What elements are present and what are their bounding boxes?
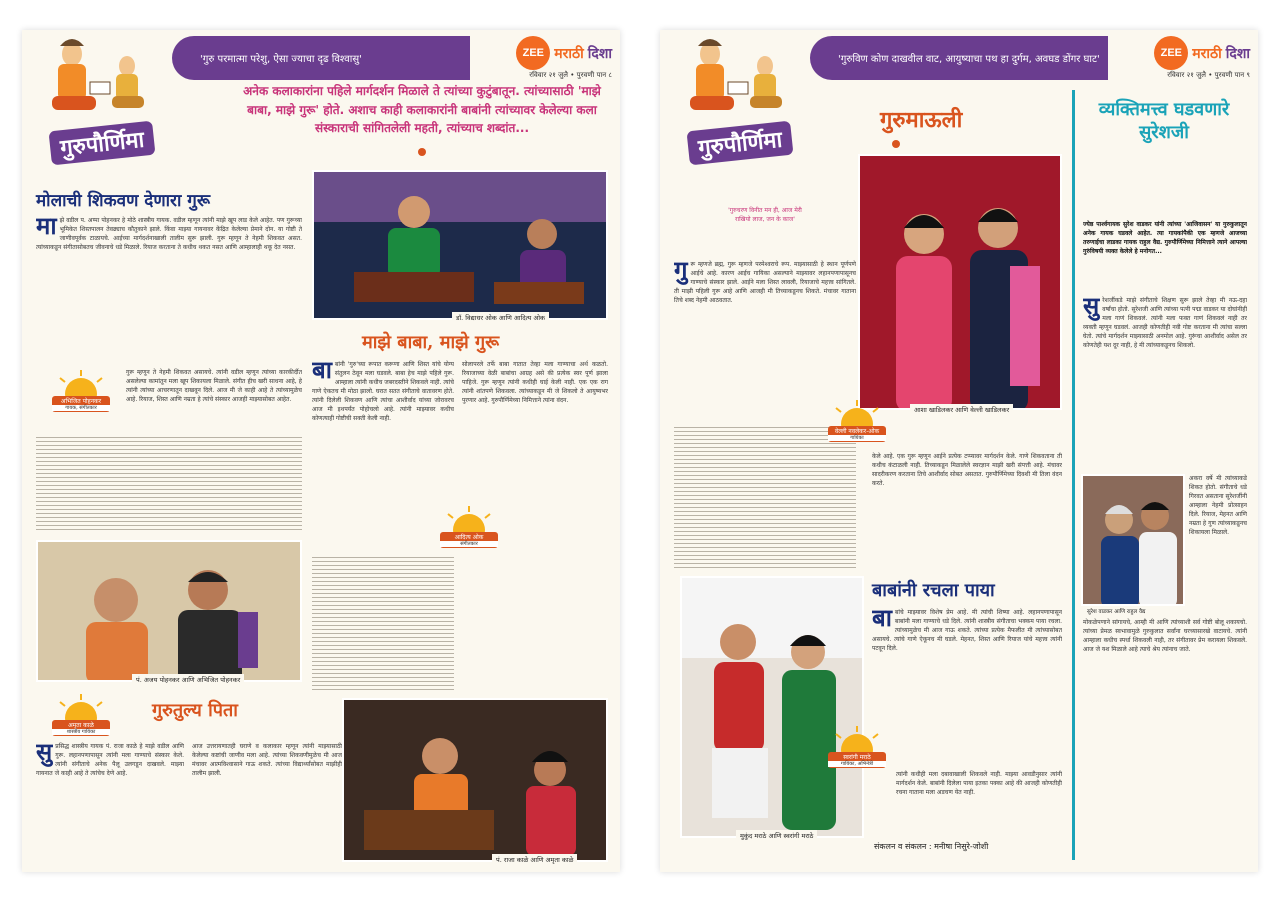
author-badge [820,726,894,774]
article-body: बाबांनी 'गुरु'च्या रूपात करूणा आणि शिस्त यांचे योग्य संतुलन ठेवून मला घडवले. बाबा हेच माझे पहिले गुरू. आम्हाला त्यांनी कधीच जबरदस्तीने शिकवले नाही. त्यांचे गाणे ऐकतच मी मोठा झालो. घरात सतत संगीताचे वातावरण होते. त्यांनी दिलेली शिकवण आणि त्यांचा आशीर्वाद यांच्या जोरावरच आज मी इथपर्यंत पोहोचलो आहे. त्यांनी माझ्यावर कधीच कोणत्याही गोष्टीची सक्ती केली नाही. [312,360,454,422]
zee-logo-icon: ZEE [516,36,550,70]
page-dateline: रविवार २१ जुलै • पुरवणी पान ९ [1167,71,1250,79]
article-body: बाबांचे माझ्यावर विशेष प्रेम आहे. मी त्यांची शिष्या आहे. लहानपणापासून बाबांनी मला गाण्याचे धडे दिले. त्यांनी शास्त्रीय संगीताचा भक्कम पाया रचला. त्यांच्यामुळेच मी आज गाऊ शकते. त्यांच्या प्रत्येक मैफलीत मी त्यांच्यासोबत असायचे. त्यांचे गाणे ऐकूनच मी घडले. मेहनत, शिस्त आणि रियाज यांचे महत्त्व त्यांनी पटवून दिले. [872,608,1062,652]
quote-banner [172,36,470,80]
sage-illustration [32,32,162,118]
photo-caption: पं. राजा काळे आणि अमृता काळे [492,854,577,865]
banner-quote: 'गुरुविण कोण दाखवील वाट, आयुष्याचा पथ हा दुर्गम, अवघड डोंगर घाट' [838,54,1100,65]
article-headline: व्यक्तिमत्त्व घडवणारे सुरेशजी [1098,99,1230,144]
article-body-lines [36,434,302,530]
photo-caption: सुरेश वाडकर आणि राहुल वैद्य [1083,606,1149,616]
brand-disha: दिशा [587,45,612,62]
page-intro: अनेक कलाकारांना पहिले मार्गदर्शन मिळाले ते त्यांच्या कुटुंबातून. त्यांच्यासाठी 'माझे बाबा, माझे गुरू' होते. अशाच काही कलाकारांनी बाबांनी त्यांच्यावर केलेल्या कला संस्काराची सांगितलेली महती, त्यांच्याच शब्दांत... [243,84,601,136]
dropcap: बा [872,608,892,632]
article-body-lines [312,554,454,690]
author-name: स्वरांगी मराठे [843,754,871,761]
author-name: वेल्ली नवलेकर-ओक [834,428,880,435]
masthead-brand [1154,36,1250,80]
article-body: सुरेशजींकडे माझे संगीताचे शिक्षण सुरू झाले तेव्हा मी नऊ-दहा वर्षांचा होतो. सुरेशजी आणि त्यांच्या पत्नी पद्मा वाडकर या दोघांनीही मला गाणं शिकवलं. त्यांनी मला फक्त गाणं शिकवलं नाही तर व्यक्ती म्हणून घडवलं. आजही कोणतीही नवी गोष्ट करताना मी त्यांचा सल्ला घेतो. त्यांचे मार्गदर्शन माझ्यासाठी अनमोल आहे. गुरूंचा आशीर्वाद असेल तर कोणतेही यश दूर नाही, हे मी त्यांच्याकडूनच शिकलो. [1083,296,1247,349]
sage-illustration [670,32,800,118]
article-body-continued: गुरू म्हणून ते नेहमी शिकवत असायचे. त्यांनी वडील म्हणून त्यांच्या कारकीर्दीत असलेल्या कामांतून मला खूप शिकायला मिळाले. संगीत हीच खरी साधना आहे, हे त्यांनी त्यांच्या आचरणातून दाखवून दिले. आज मी जे काही आहे ते त्यांच्यामुळेच आहे. रियाज, शिस्त आणि नम्रता हे त्यांचे संस्कार आजही माझ्यासोबत आहेत. [126,369,302,403]
photo-caption: डॉ. विद्याधर ओक आणि आदित्य ओक [452,312,549,323]
photo-caption: आशा खाडिलकर आणि वेल्ली खाडिलकर [910,404,1013,415]
photo-caption: पं. अजय पोहनकर आणि अभिजित पोहनकर [132,674,244,685]
article-headline: बाबांनी रचला पाया [872,580,995,601]
dropcap: गु [674,260,688,284]
photo-khadilkar [858,154,1062,410]
brand-marathi: मराठी [1192,45,1222,62]
author-badge [432,506,506,554]
sidebar-article [1072,90,1250,860]
dropcap: सु [36,742,53,766]
author-role: संगीतकार [440,541,498,547]
author-badge [44,694,118,742]
quote-banner [810,36,1108,80]
photo-marathe [680,576,864,838]
author-name: आदित्य ओक [454,534,484,541]
author-badge [820,400,894,448]
author-role: गायिका [828,435,886,441]
dropcap: सु [1083,296,1100,320]
divider-dot [892,140,900,148]
article-body-continued: केले आहे. एक गुरू म्हणून आईने प्रत्येक टप्प्यावर मार्गदर्शन केले. गाणे शिकवताना ती कधीच कंटाळली नाही. तिच्याकडून मिळालेले स्वरज्ञान माझी खरी संपत्ती आहे. मंचावर सादरीकरण करताना तिचे आशीर्वाद सोबत असतात. गुरुपौर्णिमेच्या दिवशी मी तिला वंदन करते. [872,453,1062,487]
compiler-credit: संकलन व संकलन : मनीषा निसुरे-जोशी [870,840,992,853]
photo-wadkar [1081,474,1185,606]
article-headline: मोलाची शिकवण देणारा गुरू [36,191,211,211]
banner-quote: 'गुरु परमात्मा परेशु, ऐसा ज्याचा दृढ विश्वासु' [200,54,362,65]
article-headline: गुरुतुल्य पिता [152,700,238,721]
article-body-continued: अकरा वर्षे मी त्यांच्याकडे शिकत होतो. संगीताचे धडे गिरवत असताना सुरेशजींनी आम्हाला नेहमी प्रोत्साहन दिले. रियाज, मेहनत आणि नम्रता हे गुण त्यांच्याकडूनच शिकायला मिळाले. [1189,475,1247,536]
article-body: माझे वडील प. अप्पा पोहनकर हे मोठे शास्त्रीय गायक. वडील म्हणून त्यांनी माझे खूप लाड केले आहेत. पण गुरूच्या भूमिकेत शिस्तपालन तेवढ्याच कौतुकाने झाले. किंवा माझ्या गायनावर केंद्रित केलेल्या प्रेमाने दोन. या गोष्टी ते जाणीवपूर्वक टाळायचे. आईच्या मार्गदर्शनाखाली तालीम सुरू झाली. गुरू म्हणून ते नेहमी शिकवत असत. त्यांच्याकडून संगीतासोबतच जीवनाचे धडे मिळाले. रियाज करताना ते कधीच थकत नसत आणि आम्हालाही थकू देत नसत. [36,216,302,251]
newspaper-page-8 [22,30,620,872]
zee-logo-icon: ZEE [1154,36,1188,70]
brand-marathi: मराठी [554,45,584,62]
article-body: गुरू म्हणजे ब्रह्म, गुरू म्हणजे परमेश्वराचे रूप. माझ्यासाठी हे स्थान पूर्णपणे आईचे आहे. कारण आईच गायिका असल्याने माझ्यावर लहानपणापासूनच गाण्याचे संस्कार झाले. आईने मला शिस्त लावली, रियाजाचे महत्त्व सांगितले. ती माझी पहिली गुरू आहे आणि आजही मी तिच्याकडूनच शिकते. मंचावर गाताना तिचे शब्द नेहमी आठवतात. [674,260,856,304]
article-headline: माझे बाबा, माझे गुरू [362,332,500,353]
page-dateline: रविवार २१ जुलै • पुरवणी पान ८ [529,71,612,79]
author-role: गायिका, अभिनेत्री [828,761,886,767]
masthead-brand [516,36,612,80]
author-role: शास्त्रीय गायिका [52,729,110,735]
author-role: गायक, संगीतकार [52,405,110,411]
dropcap: मा [36,216,57,240]
author-name: अभिजित पोहनकर [60,398,102,405]
brand-disha: दिशा [1225,45,1250,62]
dropcap: बा [312,360,332,384]
article-headline: गुरुमाऊली [880,107,963,133]
newspaper-page-9 [660,30,1258,872]
photo-oak [312,170,608,320]
photo-kale [342,698,608,862]
article-body-continued: आज उत्तरायणातही घराणे व कलाकार म्हणून त्यांनी माझ्यासाठी केलेल्या कष्टांची जाणीव मला आहे. त्यांच्या शिकवणीमुळेच मी आज मंचावर आत्मविश्वासाने गाऊ शकते. त्यांच्या विद्यार्थ्यांसोबत माझीही तालीम झाली. [192,743,342,777]
gurupournima-logo: गुरुपौर्णिमा [32,118,172,168]
article-body-continued: मोकळेपणाने सांगायचे, आम्ही मी आणि त्यांच्याशी सर्व गोष्टी बोलू शकायचो. त्यांच्या प्रेमळ स्वभावामुळे गुरुकुलात सर्वांना घरच्यासारखे वाटायचे. त्यांनी आम्हाला कधीच स्पर्धा शिकवली नाही, तर संगीतावर प्रेम करायला शिकवले. आज जे यश मिळाले आहे त्याचे श्रेय त्यांनाच जाते. [1083,619,1247,653]
photo-caption: मुकुंद मराठे आणि स्वरांगी मराठे [736,830,817,841]
photo-pohankar [36,540,302,682]
article-body-continued: सोलापरले तर्फे बाबा गातात तेव्हा मला गाण्याचा अर्थ कळतो. रियाजाच्या वेळी बाबांचा आग्रह असे की प्रत्येक स्वर पूर्ण झाला पाहिजे. गुरू म्हणून त्यांनी कधीही घाई केली नाही. एक एक राग त्यांनी शांतपणे शिकवला. त्यांच्याकडून मी जे शिकलो ते आयुष्यभर पुरणार आहे. गुरुपौर्णिमेच्या निमित्ताने त्यांना वंदन. [462,361,608,404]
article-intro: ज्येष्ठ पार्श्वगायक सुरेश वाडकर यांनी त्यांच्या 'आजिवासन' या गुरुकुलातून अनेक गायक घडवले आहेत. त्या गायकांपैकी एक म्हणजे आजच्या तरुणाईचा लाडका गायक राहुल वैद्य. गुरुपौर्णिमेच्या निमित्ताने त्याने आपल्या गुरुंविषयी व्यक्त केलेले हे मनोगत... [1083,221,1247,255]
pull-quote: 'गुरुचरण विनीत मन ही, आज मेरी राखियो लाज, जन के काज' [728,207,802,223]
gurupournima-logo: गुरुपौर्णिमा [670,118,810,168]
divider-dot [418,148,426,156]
article-body-continued: त्यांनी कधीही मला दबावाखाली शिकवले नाही. माझ्या आवडीनुसार त्यांनी मार्गदर्शन केले. बाबांनी दिलेला पाया इतका पक्का आहे की आजही कोणतीही रचना गाताना मला अडचण येत नाही. [896,771,1062,796]
article-body: सुप्रसिद्ध शास्त्रीय गायक पं. राजा काळे हे माझे वडील आणि गुरू. लहानपणापासून त्यांनी मला गाण्याचे संस्कार केले. त्यांनी संगीताचे अनेक पैलू उलगडून दाखवले. माझ्या गायनात जे काही आहे ते त्यांचेच देणे आहे. [36,742,184,777]
author-badge [44,370,118,418]
author-name: अमृता काळे [68,722,94,729]
